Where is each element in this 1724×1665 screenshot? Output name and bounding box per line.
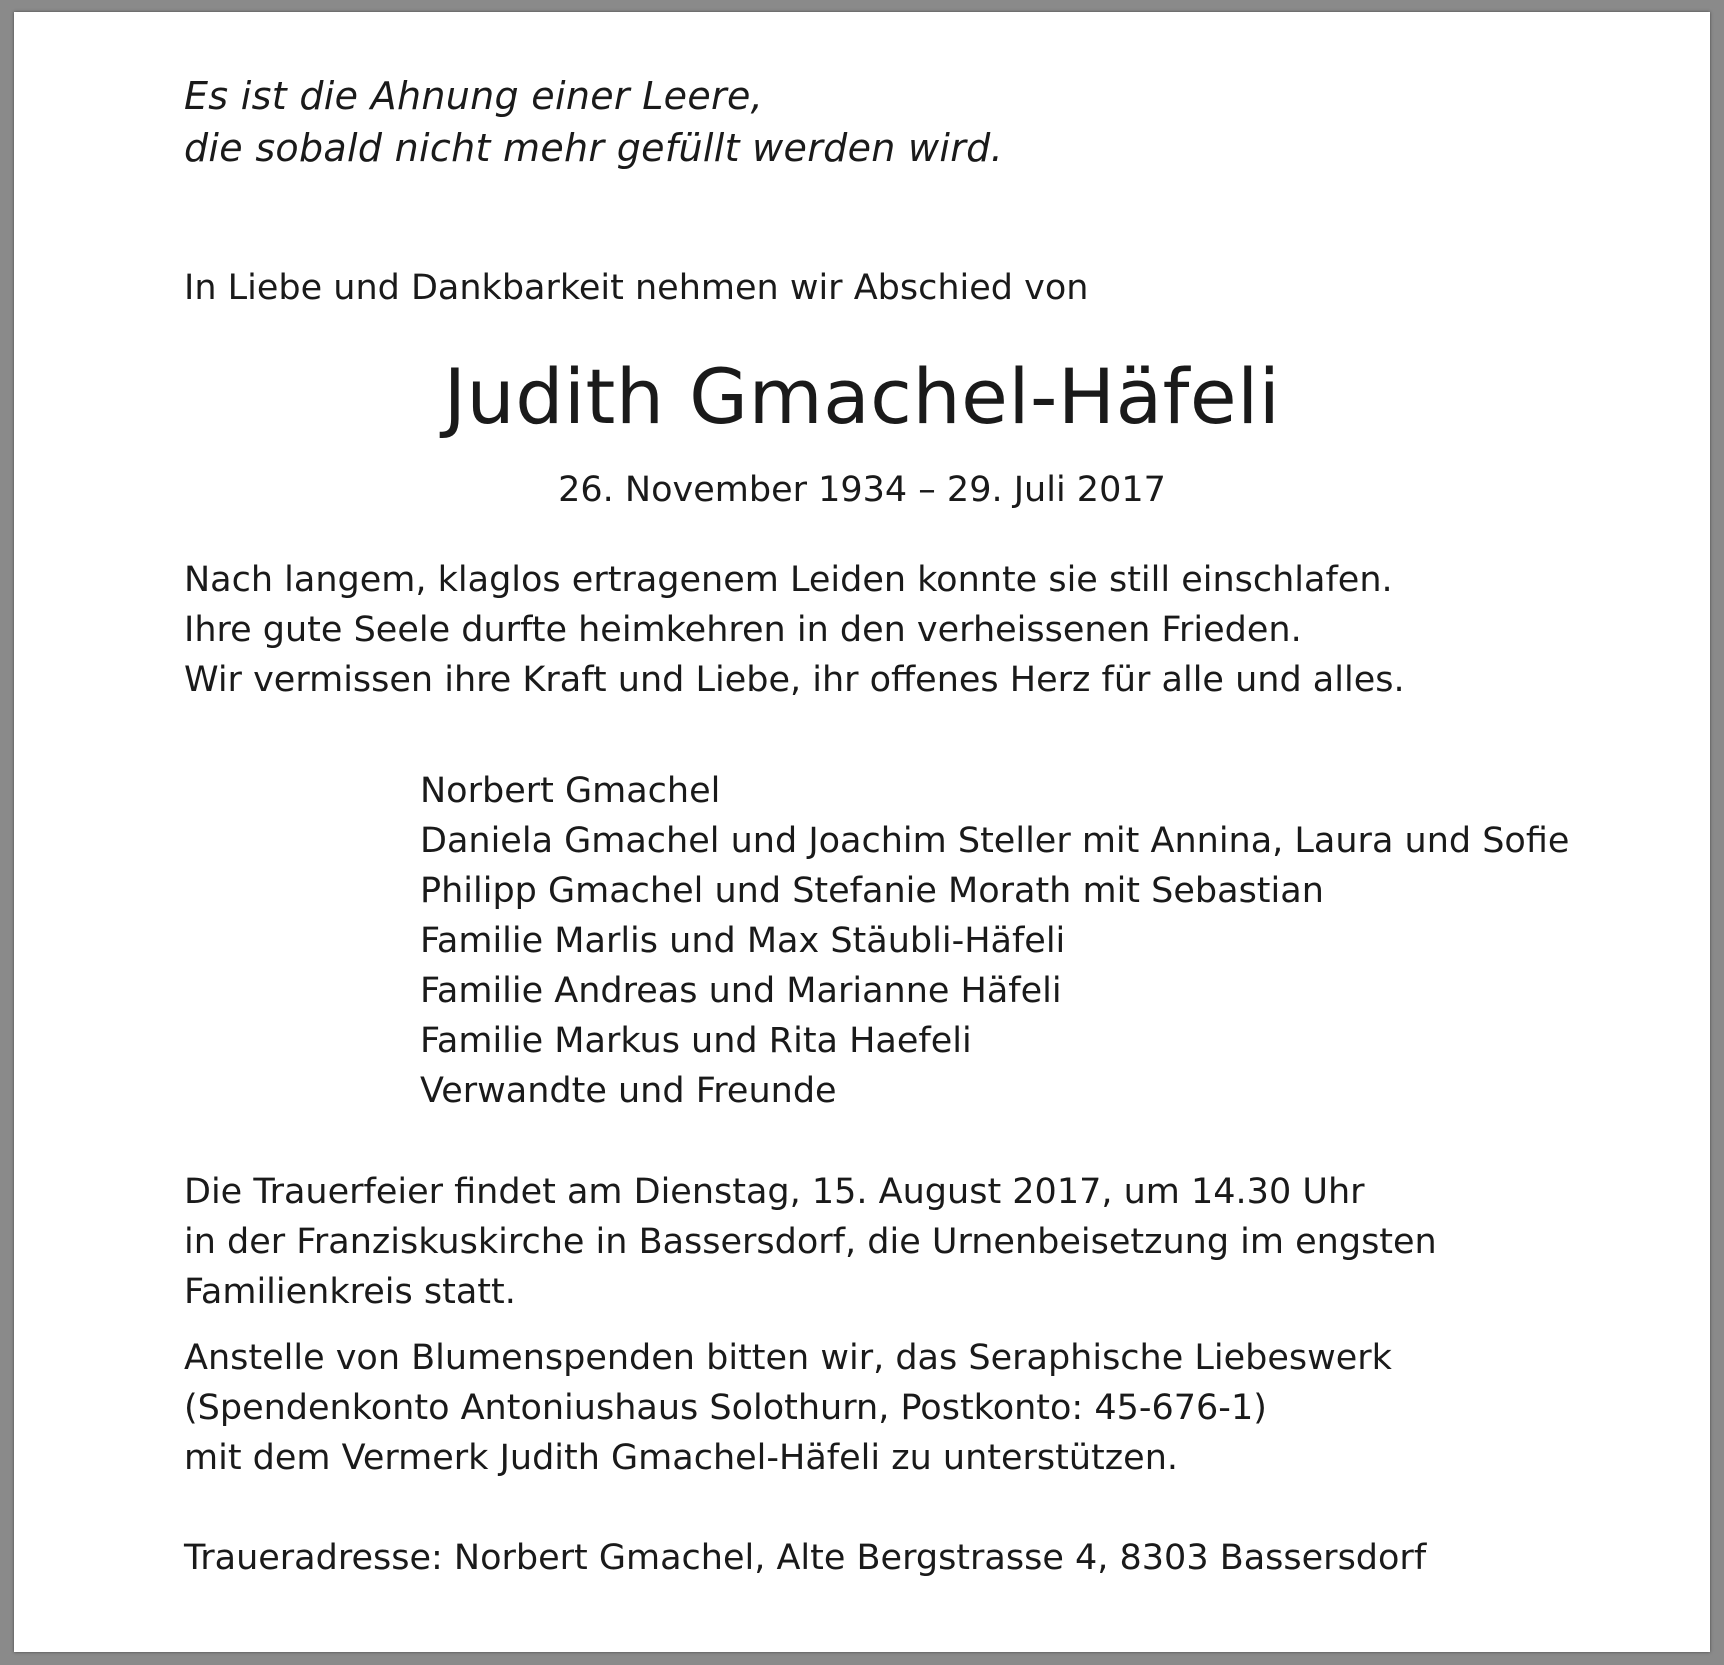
farewell-line: Wir vermissen ihre Kraft und Liebe, ihr offenes Herz für alle und alles. (184, 660, 1405, 700)
mourner-item: Familie Markus und Rita Haefeli (420, 1021, 972, 1061)
mourners-list (420, 766, 1569, 1116)
motto-line: die sobald nicht mehr gefüllt werden wird. (184, 126, 1003, 170)
intro-text: In Liebe und Dankbarkeit nehmen wir Abschied von (184, 268, 1089, 308)
donation-info (184, 1333, 1392, 1483)
donation-line: mit dem Vermerk Judith Gmachel-Häfeli zu unterstützen. (184, 1438, 1178, 1478)
mourning-address (184, 1533, 1426, 1583)
motto-quote (184, 70, 1003, 174)
farewell-line: Nach langem, klaglos ertragenem Leiden konnte sie still einschlafen. (184, 560, 1393, 600)
deceased-name: Judith Gmachel-Häfeli (443, 352, 1281, 441)
service-info (184, 1167, 1437, 1317)
mourner-item: Familie Andreas und Marianne Häfeli (420, 971, 1062, 1011)
mourner-item: Verwandte und Freunde (420, 1071, 837, 1111)
mourner-item: Familie Marlis und Max Stäubli-Häfeli (420, 921, 1066, 961)
mourner-item: Philipp Gmachel und Stefanie Morath mit Sebastian (420, 871, 1324, 911)
address-line: Traueradresse: Norbert Gmachel, Alte Bergstrasse 4, 8303 Bassersdorf (184, 1538, 1427, 1578)
service-line: in der Franziskuskirche in Bassersdorf, die Urnenbeisetzung im engsten (184, 1222, 1437, 1262)
mourner-item: Daniela Gmachel und Joachim Steller mit Annina, Laura und Sofie (420, 821, 1570, 861)
donation-line: (Spendenkonto Antoniushaus Solothurn, Postkonto: 45-676-1) (184, 1388, 1267, 1428)
service-line: Familienkreis statt. (184, 1272, 516, 1312)
donation-line: Anstelle von Blumenspenden bitten wir, das Seraphische Liebeswerk (184, 1338, 1392, 1378)
life-dates: 26. November 1934 – 29. Juli 2017 (558, 470, 1166, 510)
service-line: Die Trauerfeier findet am Dienstag, 15. August 2017, um 14.30 Uhr (184, 1172, 1365, 1212)
farewell-line: Ihre gute Seele durfte heimkehren in den verheissenen Frieden. (184, 610, 1302, 650)
motto-line: Es ist die Ahnung einer Leere, (184, 74, 763, 118)
mourner-item: Norbert Gmachel (420, 771, 721, 811)
farewell-paragraph (184, 555, 1405, 705)
